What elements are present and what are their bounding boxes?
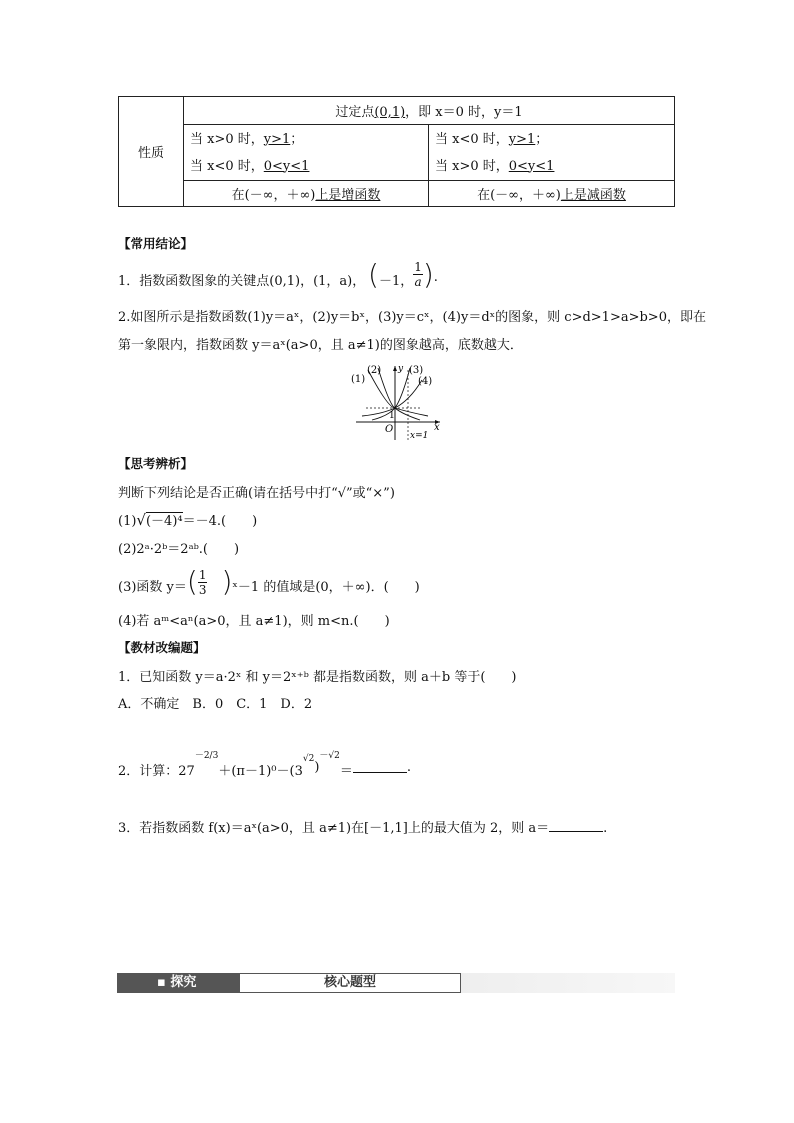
fixed-point-answer: (0,1) — [374, 105, 406, 120]
left-mono-pre: 在(－∞，＋∞) — [231, 188, 316, 203]
fixed-point-pre: 过定点 — [335, 105, 375, 120]
left-l1-post: ； — [290, 131, 304, 147]
textbook-p1-options: A．不确定 B．0 C．1 D．2 — [118, 697, 313, 712]
q3-den: 3 — [198, 583, 207, 597]
q3-post: ˣ－1 的值域是(0，＋∞)．( ) — [232, 580, 420, 595]
right-range-cell — [429, 125, 675, 181]
textbook-p1: 1．已知函数 y＝a·2ˣ 和 y＝2ˣ⁺ᵇ 都是指数函数，则 a＋b 等于( ) — [118, 670, 517, 685]
fixed-point-cell — [184, 97, 675, 125]
frac-num: 1 — [414, 260, 422, 274]
p2-mid: ＋(π－1)⁰－(3 — [218, 764, 303, 779]
key-point-3-x: －1， — [378, 274, 414, 289]
textbook-p2: 2．计算：27－2/3＋(π－1)⁰－(3√2)－√2＝ . — [118, 748, 411, 778]
p2-answer-blank[interactable] — [353, 760, 407, 773]
key-point-3: (－1， $\frac{1}{a}$ ). — [368, 258, 438, 291]
section-heading-textbook: 【教材改编题】 — [118, 640, 206, 655]
think-q4: (4)若 aᵐ<aⁿ(a>0，且 a≠1)，则 m<n.( ) — [118, 614, 390, 629]
x-axis-label: x — [434, 422, 440, 433]
left-l1-pre: 当 x>0 时， — [190, 131, 264, 147]
p3-answer-blank[interactable] — [549, 819, 603, 832]
conclusion-1 — [118, 270, 365, 289]
conclusion-2-line1: 2.如图所示是指数函数(1)y＝aˣ，(2)y＝bˣ，(3)y＝cˣ，(4)y＝dˣ的图象，则 c>d>1>a>b>0，即在 — [118, 310, 706, 325]
label-curve-1: (1) — [351, 374, 366, 385]
banner-dark — [117, 973, 239, 993]
y-axis-label: y — [398, 364, 404, 374]
right-mono-pre: 在(－∞，＋∞) — [477, 188, 561, 203]
p2-exp2: －√2 — [319, 751, 340, 761]
right-mono-answer: 上是减函数 — [560, 188, 626, 203]
left-mono-answer: 上是增函数 — [315, 188, 381, 203]
q1-rest: ＝－4.( ) — [182, 514, 258, 529]
left-monotonic-cell — [184, 181, 429, 207]
left-l2-pre: 当 x<0 时， — [190, 158, 264, 174]
line-x1-label: x=1 — [410, 431, 429, 441]
q3-pre: (3)函数 y＝ — [118, 580, 187, 595]
right-l1-post: ； — [535, 131, 549, 147]
frac-den: a — [414, 275, 422, 289]
conclusion-1-text: 1．指数函数图象的关键点(0,1)，(1，a)， — [118, 274, 366, 289]
q1-number: (1) — [118, 514, 137, 529]
section-heading-think: 【思考辨析】 — [118, 456, 194, 471]
p2-post: ＝ — [339, 764, 353, 779]
right-l2-pre: 当 x>0 时， — [435, 158, 509, 174]
left-range-cell — [184, 125, 429, 181]
p3-text: 3．若指数函数 f(x)＝aˣ(a>0，且 a≠1)在[－1,1]上的最大值为 2，则 a＝ — [118, 821, 550, 836]
think-q2: (2)2ᵃ·2ᵇ＝2ᵃᵇ.( ) — [118, 542, 240, 557]
right-l2-answer: 0<y<1 — [508, 158, 555, 174]
banner-dark-label: ▪ 探究 — [157, 975, 197, 990]
p2-root: √2 — [302, 754, 315, 764]
banner-light: 核心题型 — [239, 973, 461, 993]
label-curve-4: (4) — [418, 376, 433, 387]
label-curve-2: (2) — [367, 365, 382, 376]
key-point-3-frac — [413, 258, 423, 289]
q3-frac — [198, 566, 208, 597]
textbook-p3: 3．若指数函数 f(x)＝aˣ(a>0，且 a≠1)在[－1,1]上的最大值为 2，则 a＝ . — [118, 821, 608, 836]
properties-table — [118, 96, 675, 207]
origin-label: O — [385, 424, 394, 435]
right-monotonic-cell — [429, 181, 675, 207]
p2-pre: 2．计算：27 — [118, 764, 195, 779]
q3-num: 1 — [198, 568, 207, 582]
right-l1-answer: y>1 — [508, 131, 536, 147]
exponential-graph — [350, 362, 446, 442]
left-l1-answer: y>1 — [263, 131, 291, 147]
section-banner — [117, 973, 675, 993]
right-l1-pre: 当 x<0 时， — [435, 131, 509, 147]
left-l2-answer: 0<y<1 — [263, 158, 310, 174]
label-curve-3: (3) — [409, 365, 424, 376]
think-q1: (1)√(－4)⁴＝－4.( ) — [118, 511, 258, 529]
row-label: 性质 — [119, 97, 184, 207]
think-q3: (3)函数 y＝( $\frac{1}{3}$ )ˣ－1 的值域是(0，＋∞)．( ) — [118, 565, 420, 598]
q1-radicand: (－4)⁴ — [145, 514, 183, 529]
think-intro: 判断下列结论是否正确(请在括号中打“√”或“×”) — [118, 486, 395, 501]
one-label: 1 — [389, 411, 395, 421]
fixed-point-post: ，即 x＝0 时，y＝1 — [405, 105, 523, 120]
section-heading-common: 【常用结论】 — [118, 236, 194, 251]
p2-exp: －2/3 — [194, 751, 219, 761]
conclusion-2-line2: 第一象限内，指数函数 y＝aˣ(a>0，且 a≠1)的图象越高，底数越大． — [118, 338, 523, 353]
